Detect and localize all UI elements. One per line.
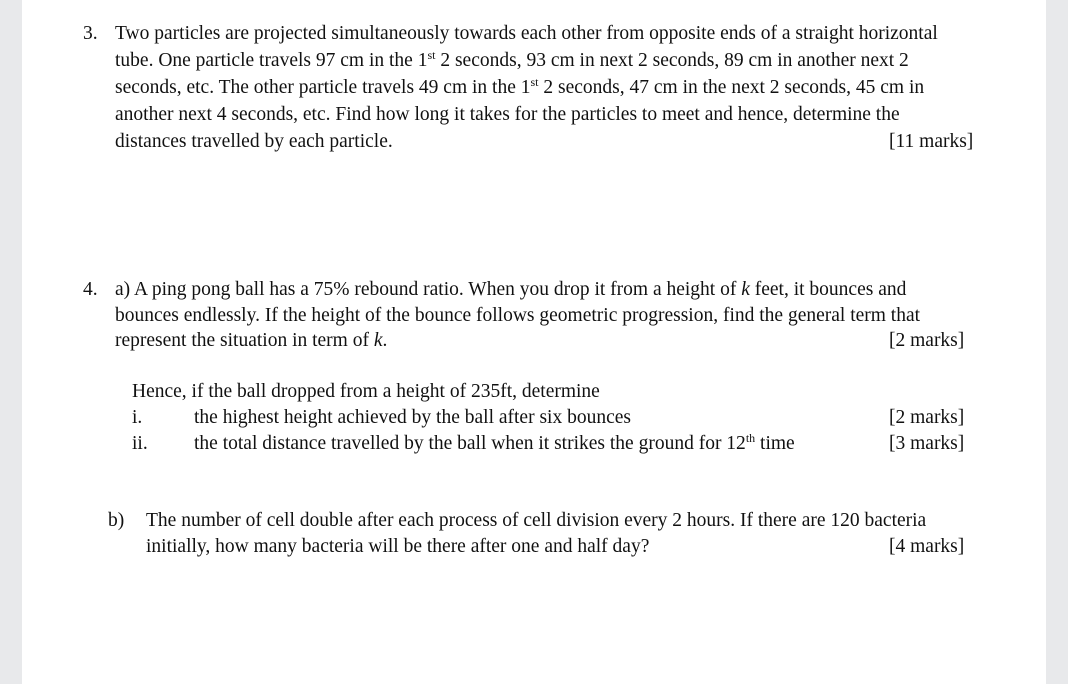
hence-line: Hence, if the ball dropped from a height of 235ft, determine <box>132 381 600 402</box>
question-3-line-5: distances travelled by each particle. <box>115 131 393 152</box>
item-i-number: i. <box>132 407 143 428</box>
item-i-text: the highest height achieved by the ball after six bounces <box>194 407 631 428</box>
question-3-line-4: another next 4 seconds, etc. Find how long it takes for the particles to meet and hence, determine the <box>115 104 900 125</box>
item-i-marks: [2 marks] <box>889 407 965 428</box>
question-4a-line-1: a) A ping pong ball has a 75% rebound ratio. When you drop it from a height of k feet, it bounces and <box>115 279 907 300</box>
question-4b-label: b) <box>108 510 125 531</box>
question-4b-line-2: initially, how many bacteria will be there after one and half day? <box>146 536 650 557</box>
question-3-line-1: Two particles are projected simultaneously towards each other from opposite ends of a straight horizontal <box>115 23 938 44</box>
question-3-line-3: seconds, etc. The other particle travels 49 cm in the 1st 2 seconds, 47 cm in the next 2 seconds, 45 cm in <box>115 75 925 98</box>
question-3 <box>22 0 1046 160</box>
document-page <box>22 0 1046 684</box>
item-ii-number: ii. <box>132 433 148 454</box>
question-3-number: 3. <box>83 23 98 44</box>
question-4a-marks: [2 marks] <box>889 330 965 351</box>
question-4a-line-3: represent the situation in term of k. <box>115 330 388 351</box>
question-4b-marks: [4 marks] <box>889 536 965 557</box>
question-3-marks: [11 marks] <box>889 131 974 152</box>
item-ii-marks: [3 marks] <box>889 433 965 454</box>
item-ii-text: the total distance travelled by the ball when it strikes the ground for 12th time <box>194 431 795 454</box>
question-3-line-2: tube. One particle travels 97 cm in the 1st 2 seconds, 93 cm in next 2 seconds, 89 cm in another next 2 <box>115 48 909 71</box>
question-4b-line-1: The number of cell double after each process of cell division every 2 hours. If there are 120 bacteria <box>146 510 927 531</box>
question-4-number: 4. <box>83 279 98 300</box>
question-4a-line-2: bounces endlessly. If the height of the bounce follows geometric progression, find the general term that <box>115 305 921 326</box>
